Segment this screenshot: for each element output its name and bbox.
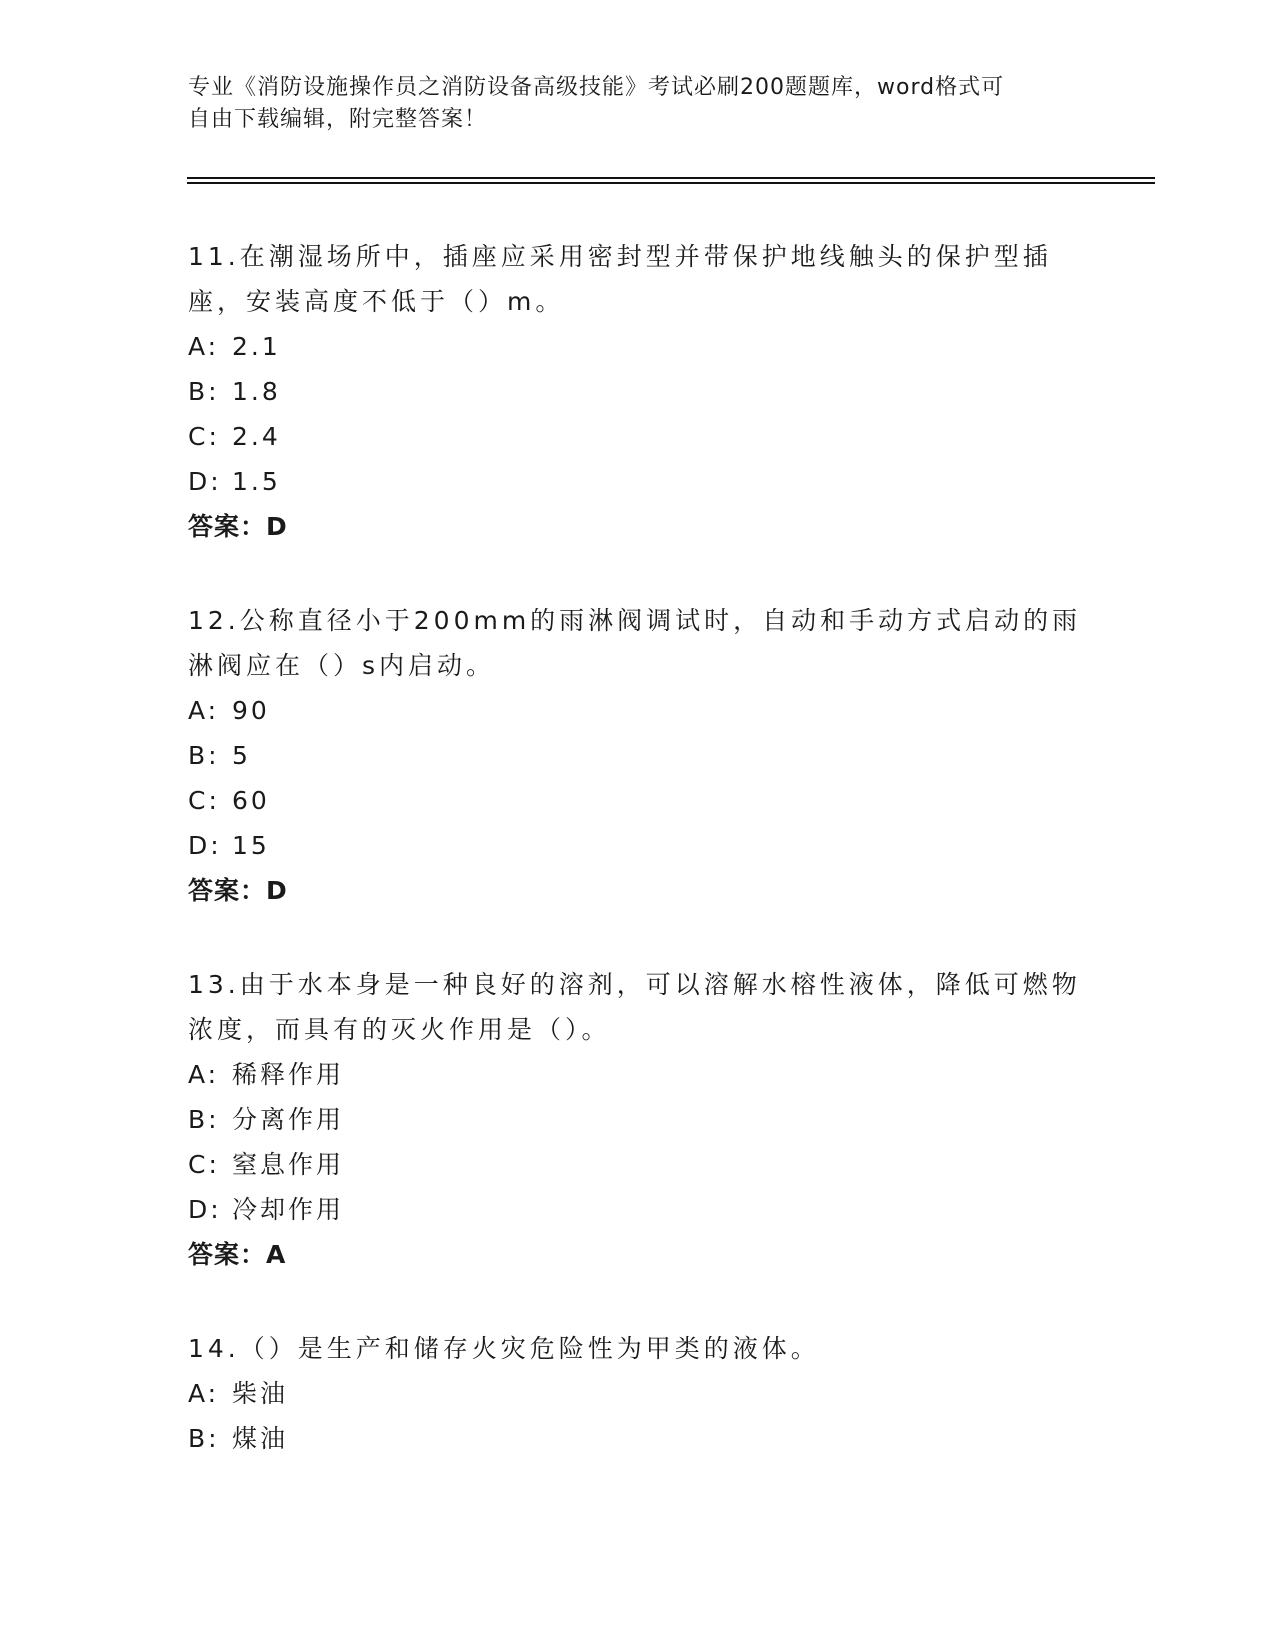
option-text: 90	[232, 696, 270, 725]
option-d: D: 1.5	[188, 467, 281, 496]
question-item	[188, 962, 1088, 1277]
answer-line: 答案：D	[188, 512, 288, 541]
option-b: B: 5	[188, 741, 251, 770]
option-text: 2.4	[232, 422, 281, 451]
option-c: C: 2.4	[188, 422, 281, 451]
option-text: 5	[232, 741, 251, 770]
header-line-2: 自由下载编辑，附完整答案！	[188, 107, 488, 132]
option-a: A: 90	[188, 696, 270, 725]
option-b: B: 1.8	[188, 377, 281, 406]
question-stem: 13.由于水本身是一种良好的溶剂，可以溶解水榕性液体，降低可燃物浓度，而具有的灭火作用是（）。	[188, 970, 1081, 1044]
question-stem: 12.公称直径小于200mm的雨淋阀调试时，自动和手动方式启动的雨淋阀应在（）s内启动。	[188, 606, 1082, 680]
option-a: A: 稀释作用	[188, 1060, 345, 1089]
question-item	[188, 1326, 1088, 1461]
question-stem: 11.在潮湿场所中，插座应采用密封型并带保护地线触头的保护型插座，安装高度不低于（）m。	[188, 242, 1052, 316]
option-text: 煤油	[232, 1424, 289, 1453]
option-b: B: 分离作用	[188, 1105, 345, 1134]
option-text: 1.8	[232, 377, 281, 406]
question-item	[188, 598, 1088, 913]
header-line-1: 专业《消防设施操作员之消防设备高级技能》考试必刷200题题库，word格式可	[188, 75, 1005, 100]
option-c: C: 窒息作用	[188, 1150, 345, 1179]
option-text: 柴油	[232, 1379, 289, 1408]
option-text: 冷却作用	[232, 1195, 345, 1224]
option-d: D: 冷却作用	[188, 1195, 345, 1224]
option-a: A: 2.1	[188, 332, 281, 361]
option-text: 15	[232, 831, 270, 860]
answer-line: 答案：D	[188, 876, 288, 905]
answer-line: 答案：A	[188, 1240, 287, 1269]
question-item	[188, 234, 1088, 549]
option-text: 1.5	[232, 467, 281, 496]
option-text: 2.1	[232, 332, 281, 361]
option-a: A: 柴油	[188, 1379, 289, 1408]
header-divider-bottom	[187, 182, 1155, 184]
header-divider-top	[187, 177, 1155, 179]
option-text: 分离作用	[232, 1105, 345, 1134]
option-text: 窒息作用	[232, 1150, 345, 1179]
document-header	[188, 72, 1068, 136]
question-stem: 14.（）是生产和储存火灾危险性为甲类的液体。	[188, 1334, 820, 1363]
option-text: 稀释作用	[232, 1060, 345, 1089]
option-c: C: 60	[188, 786, 270, 815]
option-d: D: 15	[188, 831, 270, 860]
option-text: 60	[232, 786, 270, 815]
option-b: B: 煤油	[188, 1424, 289, 1453]
